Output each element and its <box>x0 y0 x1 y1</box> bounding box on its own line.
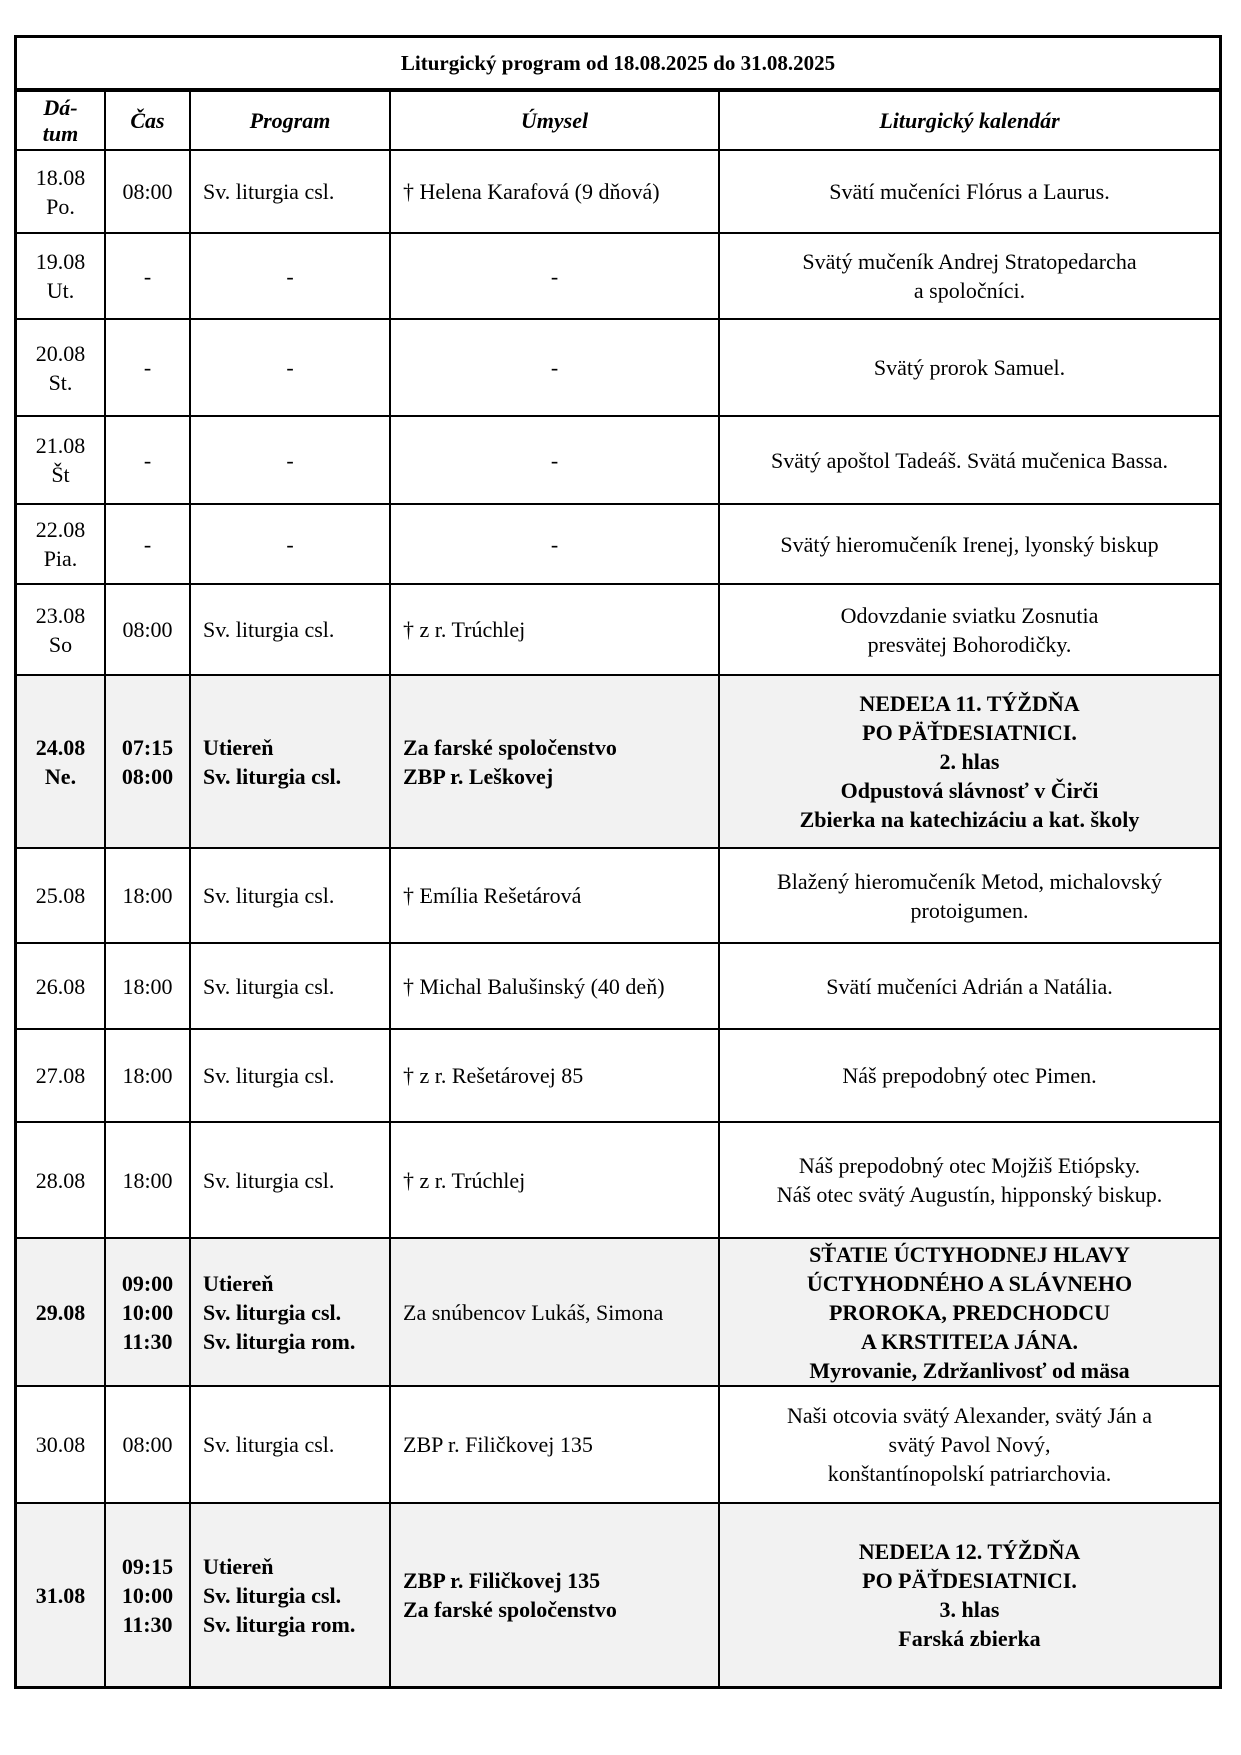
time-cell: 18:00 <box>105 848 190 943</box>
schedule-rows <box>17 150 1219 1686</box>
intention-cell: † Helena Karafová (9 dňová) <box>390 150 719 233</box>
date-cell: 20.08 St. <box>17 319 105 416</box>
program-cell: Sv. liturgia csl. <box>190 1386 390 1503</box>
calendar-cell: SŤATIE ÚCTYHODNEJ HLAVY ÚCTYHODNÉHO A SLÁVNEHO PROROKA, PREDCHODCU A KRSTITEĽA JÁNA. Myrovanie, Zdržanlivosť od mäsa <box>719 1238 1219 1386</box>
header-cas: Čas <box>105 92 190 150</box>
calendar-cell: Odovzdanie sviatku Zosnutia presvätej Bohorodičky. <box>719 584 1219 675</box>
program-cell: Utiereň Sv. liturgia csl. <box>190 675 390 848</box>
table-row <box>17 1238 1219 1386</box>
program-cell: Sv. liturgia csl. <box>190 1122 390 1238</box>
intention-cell: † z r. Rešetárovej 85 <box>390 1029 719 1122</box>
calendar-cell: NEDEĽA 11. TÝŽDŇA PO PÄŤDESIATNICI. 2. hlas Odpustová slávnosť v Čirči Zbierka na katechizáciu a kat. školy <box>719 675 1219 848</box>
program-cell: Sv. liturgia csl. <box>190 150 390 233</box>
intention-cell: Za snúbencov Lukáš, Simona <box>390 1238 719 1386</box>
date-cell: 18.08 Po. <box>17 150 105 233</box>
intention-cell: - <box>390 319 719 416</box>
date-cell: 24.08 Ne. <box>17 675 105 848</box>
time-cell: 07:15 08:00 <box>105 675 190 848</box>
intention-cell: † Michal Balušinský (40 deň) <box>390 943 719 1029</box>
date-cell: 25.08 <box>17 848 105 943</box>
intention-cell: † z r. Trúchlej <box>390 1122 719 1238</box>
time-cell: 18:00 <box>105 1029 190 1122</box>
program-cell: Sv. liturgia csl. <box>190 943 390 1029</box>
calendar-cell: Svätý apoštol Tadeáš. Svätá mučenica Bassa. <box>719 416 1219 504</box>
calendar-cell: Svätý prorok Samuel. <box>719 319 1219 416</box>
calendar-cell: NEDEĽA 12. TÝŽDŇA PO PÄŤDESIATNICI. 3. hlas Farská zbierka <box>719 1503 1219 1686</box>
program-cell: - <box>190 504 390 584</box>
time-cell: 08:00 <box>105 584 190 675</box>
table-row <box>17 504 1219 584</box>
calendar-cell: Svätý hieromučeník Irenej, lyonský biskup <box>719 504 1219 584</box>
document-title: Liturgický program od 18.08.2025 do 31.08.2025 <box>17 38 1219 92</box>
header-umysel: Úmysel <box>390 92 719 150</box>
time-cell: 18:00 <box>105 1122 190 1238</box>
table-row <box>17 233 1219 319</box>
calendar-cell: Naši otcovia svätý Alexander, svätý Ján a svätý Pavol Nový, konštantínopolskí patriarchovia. <box>719 1386 1219 1503</box>
time-cell: - <box>105 233 190 319</box>
intention-cell: ZBP r. Filičkovej 135 <box>390 1386 719 1503</box>
table-row <box>17 1386 1219 1503</box>
program-cell: - <box>190 319 390 416</box>
time-cell: - <box>105 416 190 504</box>
time-cell: - <box>105 504 190 584</box>
header-kalendar: Liturgický kalendár <box>719 92 1219 150</box>
program-cell: Sv. liturgia csl. <box>190 1029 390 1122</box>
table-row <box>17 1029 1219 1122</box>
time-cell: 08:00 <box>105 150 190 233</box>
table-row <box>17 150 1219 233</box>
time-cell: 08:00 <box>105 1386 190 1503</box>
calendar-cell: Svätý mučeník Andrej Stratopedarcha a spoločníci. <box>719 233 1219 319</box>
intention-cell: Za farské spoločenstvo ZBP r. Leškovej <box>390 675 719 848</box>
program-cell: Sv. liturgia csl. <box>190 848 390 943</box>
date-cell: 21.08 Št <box>17 416 105 504</box>
date-cell: 23.08 So <box>17 584 105 675</box>
table-row <box>17 675 1219 848</box>
program-cell: Sv. liturgia csl. <box>190 584 390 675</box>
calendar-cell: Náš prepodobný otec Pimen. <box>719 1029 1219 1122</box>
date-cell: 19.08 Ut. <box>17 233 105 319</box>
table-row <box>17 1503 1219 1686</box>
schedule-table <box>17 92 1219 1686</box>
intention-cell: - <box>390 233 719 319</box>
program-cell: Utiereň Sv. liturgia csl. Sv. liturgia rom. <box>190 1238 390 1386</box>
calendar-cell: Náš prepodobný otec Mojžiš Etiópsky. Náš otec svätý Augustín, hipponský biskup. <box>719 1122 1219 1238</box>
date-cell: 27.08 <box>17 1029 105 1122</box>
header-datum: Dá- tum <box>17 92 105 150</box>
time-cell: - <box>105 319 190 416</box>
table-row <box>17 319 1219 416</box>
calendar-cell: Svätí mučeníci Flórus a Laurus. <box>719 150 1219 233</box>
date-cell: 31.08 <box>17 1503 105 1686</box>
date-cell: 28.08 <box>17 1122 105 1238</box>
header-program: Program <box>190 92 390 150</box>
table-row <box>17 416 1219 504</box>
calendar-cell: Blažený hieromučeník Metod, michalovský protoigumen. <box>719 848 1219 943</box>
date-cell: 22.08 Pia. <box>17 504 105 584</box>
intention-cell: - <box>390 504 719 584</box>
intention-cell: ZBP r. Filičkovej 135 Za farské spoločenstvo <box>390 1503 719 1686</box>
calendar-cell: Svätí mučeníci Adrián a Natália. <box>719 943 1219 1029</box>
time-cell: 18:00 <box>105 943 190 1029</box>
date-cell: 26.08 <box>17 943 105 1029</box>
intention-cell: † Emília Rešetárová <box>390 848 719 943</box>
program-cell: - <box>190 233 390 319</box>
table-row <box>17 1122 1219 1238</box>
table-row <box>17 848 1219 943</box>
liturgical-program-document <box>14 35 1222 1689</box>
intention-cell: † z r. Trúchlej <box>390 584 719 675</box>
header-row <box>17 92 1219 150</box>
date-cell: 29.08 <box>17 1238 105 1386</box>
intention-cell: - <box>390 416 719 504</box>
program-cell: - <box>190 416 390 504</box>
table-row <box>17 584 1219 675</box>
time-cell: 09:15 10:00 11:30 <box>105 1503 190 1686</box>
time-cell: 09:00 10:00 11:30 <box>105 1238 190 1386</box>
date-cell: 30.08 <box>17 1386 105 1503</box>
program-cell: Utiereň Sv. liturgia csl. Sv. liturgia rom. <box>190 1503 390 1686</box>
table-row <box>17 943 1219 1029</box>
